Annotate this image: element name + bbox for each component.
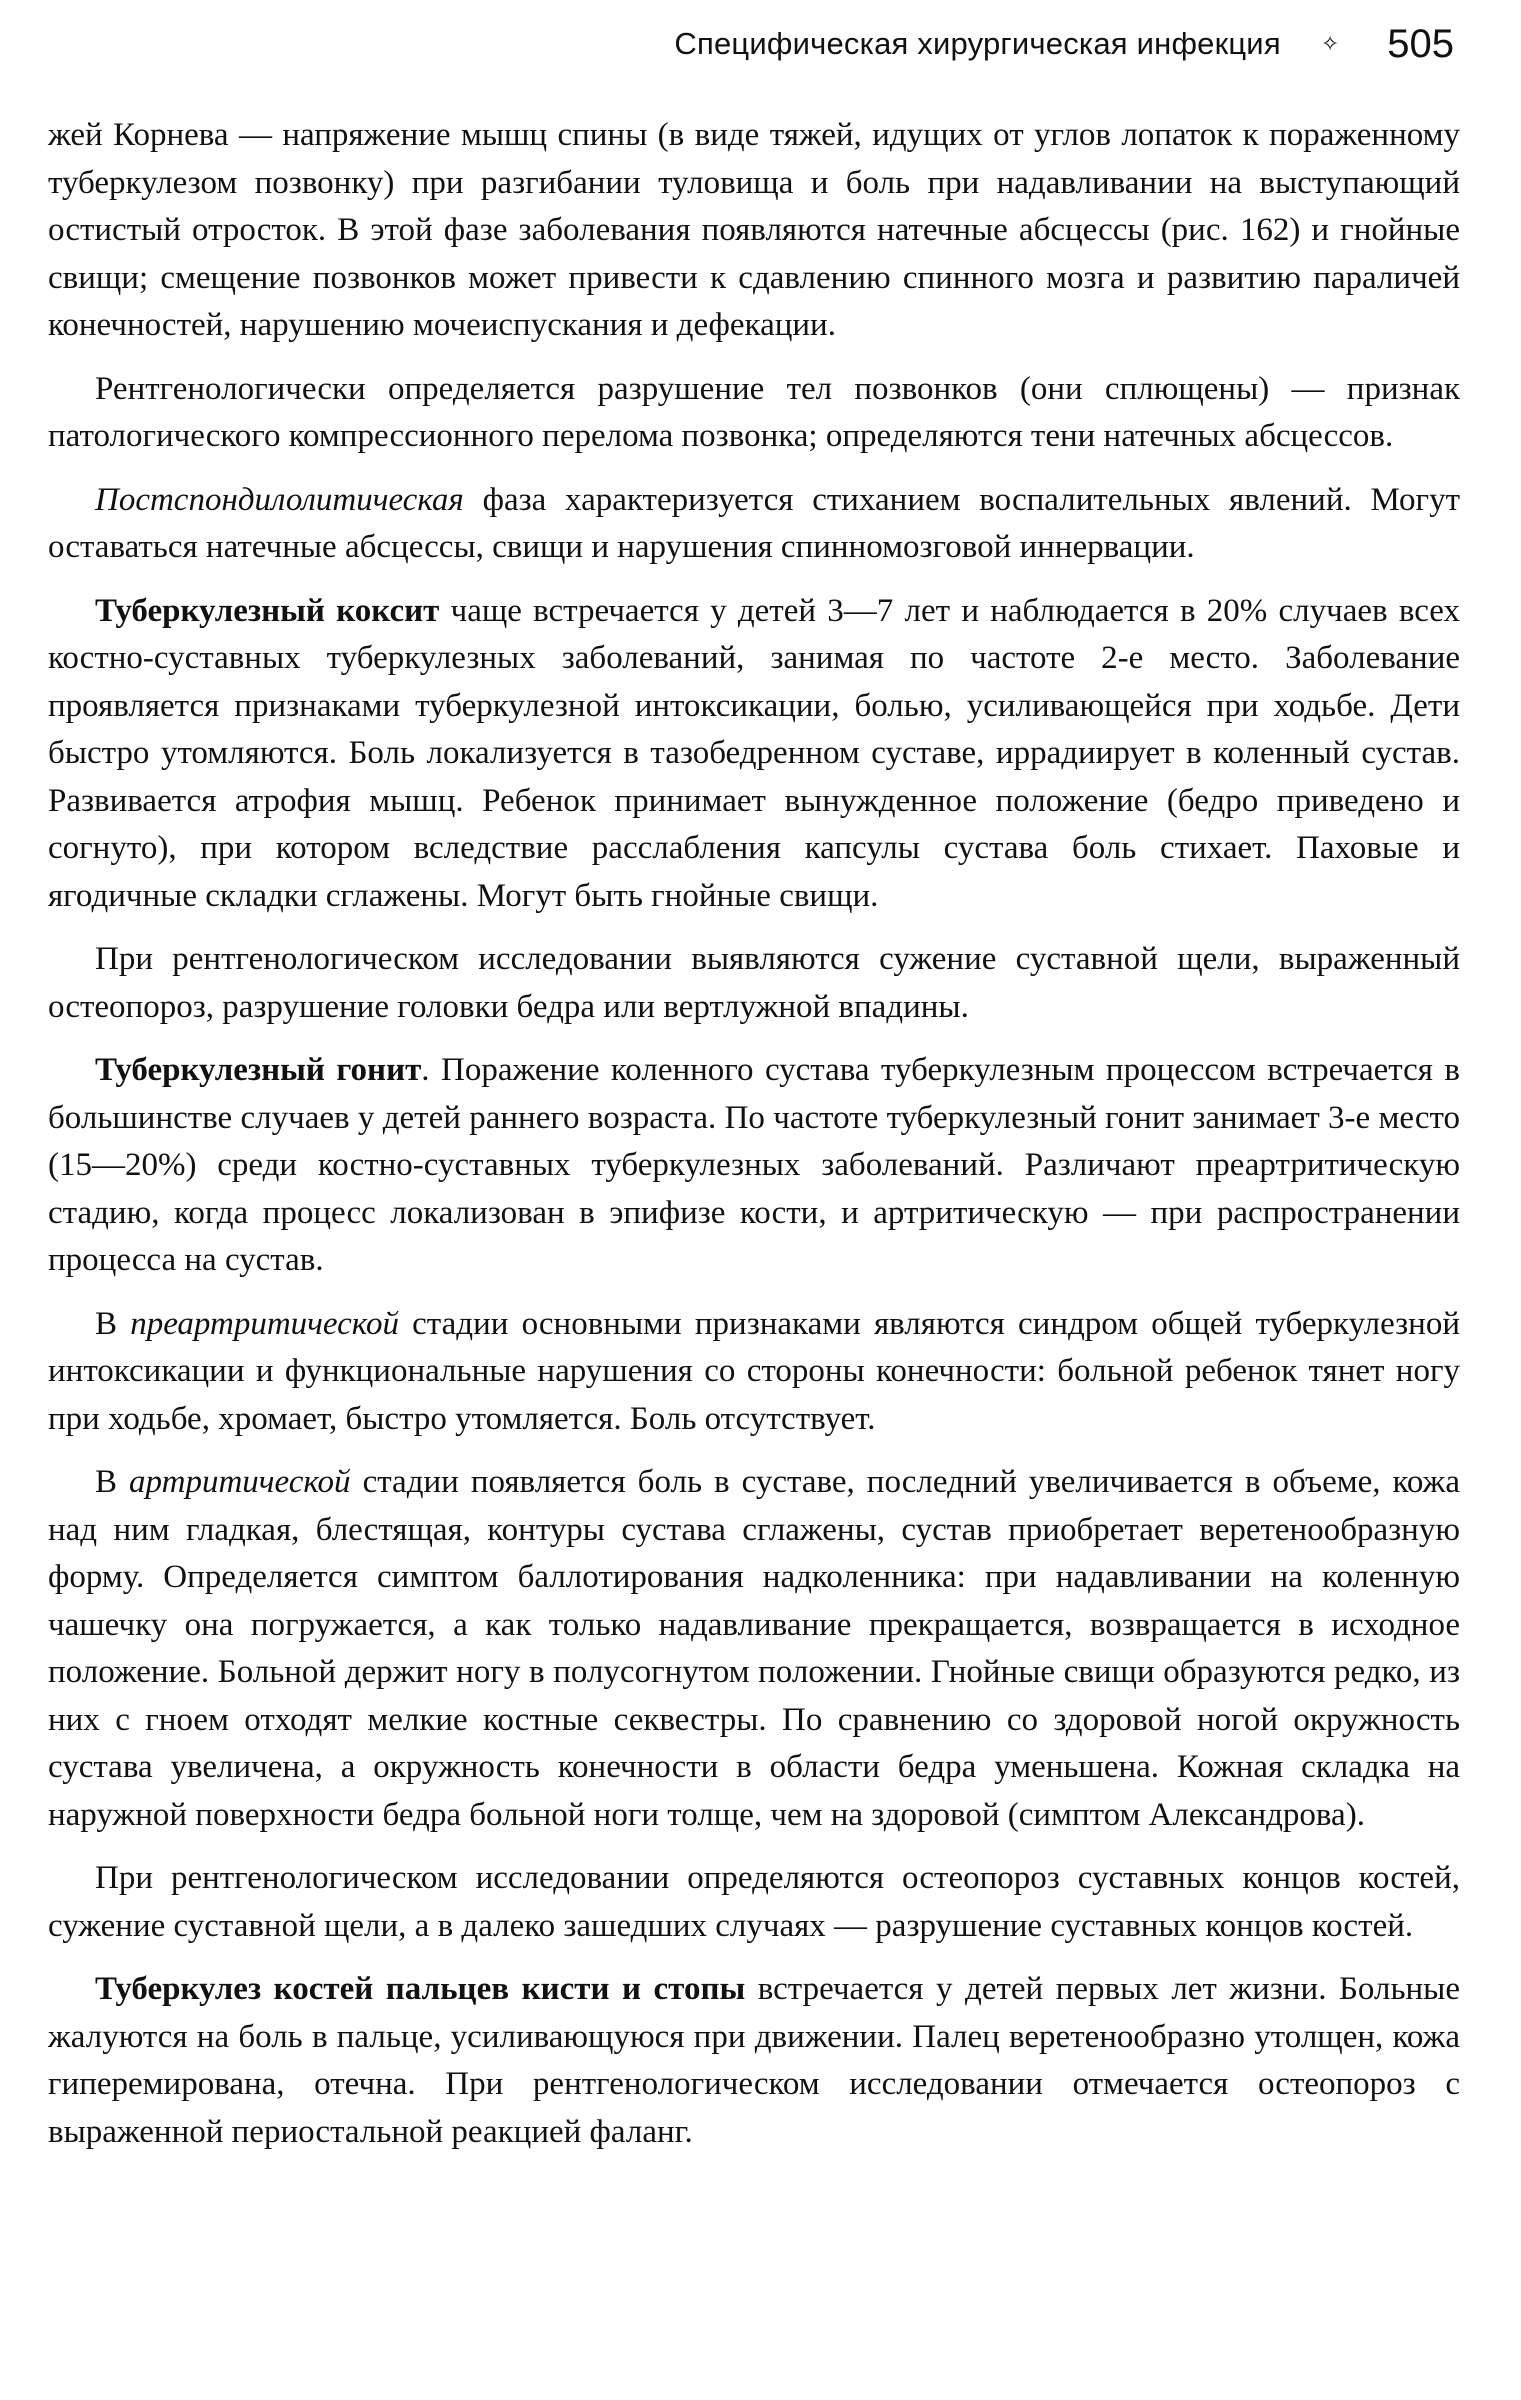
paragraph-8-text: стадии появляется боль в суставе, последний увеличивается в объеме, кожа над ним гладкая, блестящая, контуры сустава сглажены, сустав приобретает веретенообразную форму. Определяется симптом баллотирования надколенника: при надавливании на коленную чашечку она погружается, а как только надавливание прекращается, возвращается в исходное положение. Больной держит ногу в полусогнутом положении. Гнойные свищи образуются редко, из них с гноем отходят мелкие костные секвестры. По сравнению со здоровой ногой окружность сустава увеличена, а окружность конечности в области бедра уменьшена. Кожная складка на наружной поверхности бедра больной ноги толще, чем на здоровой (симптом Александрова). bbox=[48, 1464, 1461, 1833]
paragraph-4-text: чаще встречается у детей 3—7 лет и наблюдается в 20% случаев всех костно-суставных туберкулезных заболеваний, занимая по частоте 2-е место. Заболевание проявляется признаками туберкулезной интоксикации, болью, усиливающейся при ходьбе. Дети быстро утомляются. Боль локализуется в тазобедренном суставе, иррадиирует в коленный сустав. Развивается атрофия мышц. Ребенок принимает вынужденное положение (бедро приведено и согнуто), при котором вследствие расслабления капсулы сустава боль стихает. Паховые и ягодичные складки сглажены. Могут быть гнойные свищи. bbox=[48, 592, 1461, 914]
paragraph-4 bbox=[48, 588, 1460, 921]
paragraph-3 bbox=[48, 477, 1460, 572]
paragraph-7-lead-italic: преартритической bbox=[130, 1305, 399, 1342]
paragraph-7-lead: В bbox=[95, 1305, 131, 1342]
paragraph-8-lead: В bbox=[95, 1464, 130, 1500]
body-text bbox=[48, 112, 1460, 2172]
paragraph-6-lead-bold: Туберкулезный гонит bbox=[95, 1052, 422, 1088]
running-header-title: Специфическая хирургическая инфекция bbox=[674, 26, 1281, 61]
paragraph-6 bbox=[48, 1047, 1460, 1285]
paragraph-3-text: фаза характеризуется стиханием воспалительных явлений. Могут оставаться натечные абсцессы, свищи и нарушения спинномозговой иннервации. bbox=[48, 481, 1460, 565]
diamond-ornament-icon: ✧ bbox=[1320, 31, 1340, 57]
paragraph-5-text: При рентгенологическом исследовании выявляются сужение суставной щели, выраженный остеопороз, разрушение головки бедра или вертлужной впадины. bbox=[48, 941, 1460, 1025]
running-header bbox=[48, 14, 1460, 74]
paragraph-9-text: При рентгенологическом исследовании определяются остеопороз суставных концов костей, сужение суставной щели, а в далеко зашедших случаях — разрушение суставных концов костей. bbox=[48, 1860, 1460, 1944]
paragraph-1 bbox=[48, 112, 1460, 350]
paragraph-9 bbox=[48, 1855, 1460, 1950]
paragraph-10-text: встречается у детей первых лет жизни. Больные жалуются на боль в пальце, усиливающуюся при движении. Палец веретенообразно утолщен, кожа гиперемирована, отечна. При рентгенологическом исследовании отмечается остеопороз с выраженной периостальной реакцией фаланг. bbox=[48, 1971, 1460, 2150]
paragraph-7-text: стадии основными признаками являются синдром общей туберкулезной интоксикации и функциональные нарушения со стороны конечности: больной ребенок тянет ногу при ходьбе, хромает, быстро утомляется. Боль отсутствует. bbox=[48, 1305, 1460, 1437]
paragraph-5 bbox=[48, 936, 1460, 1031]
paragraph-10 bbox=[48, 1966, 1460, 2156]
paragraph-8 bbox=[48, 1459, 1460, 1839]
paragraph-7 bbox=[48, 1301, 1460, 1444]
paragraph-6-text: . Поражение коленного сустава туберкулезным процессом встречается в большинстве случаев у детей раннего возраста. По частоте туберкулезный гонит занимает 3-е место (15—20%) среди костно-суставных туберкулезных заболеваний. Различают преартритическую стадию, когда процесс локализован в эпифизе кости, и артритическую — при распространении процесса на сустав. bbox=[48, 1052, 1460, 1278]
paragraph-2 bbox=[48, 366, 1460, 461]
paragraph-3-lead-italic: Постспондилолитическая bbox=[95, 481, 464, 518]
paragraph-1-text: жей Корнева — напряжение мышц спины (в виде тяжей, идущих от углов лопаток к пораженному туберкулезом позвонку) при разгибании туловища и боль при надавливании на выступающий остистый отросток. В этой фазе заболевания появляются натечные абсцессы (рис. 162) и гнойные свищи; смещение позвонков может привести к сдавлению спинного мозга и развитию параличей конечностей, нарушению мочеиспускания и дефекации. bbox=[48, 117, 1460, 343]
paragraph-10-lead-bold: Туберкулез костей пальцев кисти и стопы bbox=[95, 1971, 746, 2007]
paragraph-2-text: Рентгенологически определяется разрушение тел позвонков (они сплющены) — признак патологического компрессионного перелома позвонка; определяются тени натечных абсцессов. bbox=[48, 370, 1460, 454]
paragraph-8-lead-italic: артритической bbox=[129, 1464, 351, 1500]
paragraph-4-lead-bold: Туберкулезный коксит bbox=[95, 592, 440, 629]
page-number: 505 bbox=[1387, 21, 1454, 66]
